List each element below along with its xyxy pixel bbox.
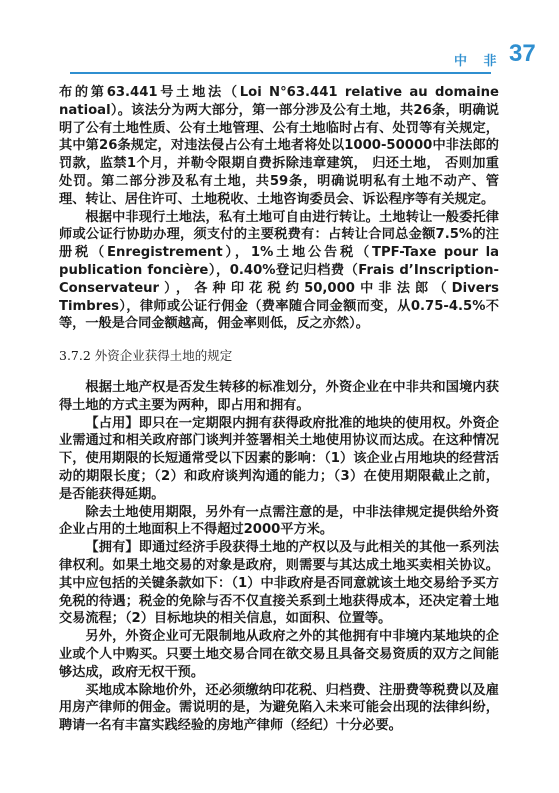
header-rule <box>70 72 491 74</box>
paragraph-ownership: 【拥有】即通过经济手段获得土地的产权以及与此相关的其他一系列法律权利。如果土地交易的对象是政府，则需要与其达成土地买卖相关协议。其中应包括的关键条款如下：（1）中非政府是否同意就该土地交易给予买方免税的待遇；税金的免除与否不仅直接关系到土地获得成本，还决定着土地交易流程；（2）目标地块的相关信息，如面积、位置等。 <box>59 540 499 627</box>
section-heading-3-7-2: 3.7.2 外资企业获得土地的规定 <box>59 348 233 364</box>
section-title: 中 非 <box>454 54 503 69</box>
paragraph-land-acquisition: 根据土地产权是否发生转移的标准划分，外资企业在中非共和国境内获得土地的方式主要为两种，即占用和拥有。 <box>59 379 499 413</box>
page-number: 37 <box>509 40 536 67</box>
paragraph-land-transfer: 根据中非现行土地法，私有土地可自由进行转让。土地转让一般委托律师或公证行协助办理，须支付的主要税费有：占转让合同总金额7.5%的注册税（Enregistrement），1%土地公告税（TPF-Taxe pour la publication foncière），0.40%登记归档费（Frais d’Inscription- Conservateur），各种印花税约50,000中非法郎（Divers Timbres），律师或公证行佣金（费率随合同金额而变，从0.75-4.5%不等，一般是合同金额越高，佣金率则低，反之亦然）。 <box>59 209 499 332</box>
paragraph-private-purchase: 另外，外资企业可无限制地从政府之外的其他拥有中非境内某地块的企业或个人中购买。只要土地交易合同在欲交易且具备交易资质的双方之间能够达成，政府无权干预。 <box>59 629 499 680</box>
page-body <box>59 84 499 735</box>
page-header <box>0 40 559 86</box>
paragraph-land-law: 布的第63.441号土地法（Loi N°63.441 relative au domaine natioal）。该法分为两大部分，第一部分涉及公有土地，共26条，明确说明了公有土地性质、公有土地管理、公有土地临时占有、处罚等有关规定， 其中第26条规定，对违法侵占公有土地者将处以1000-50000中非法郎的罚款，监禁1个月，并勒令限期自费拆除违章建筑， 归还土地， 否则加重处罚。第二部分涉及私有土地，共59条，明确说明私有土地不动产、管理、转让、居住许可、土地税收、土地咨询委员会、诉讼程序等有关规定。 <box>59 85 499 207</box>
paragraph-area-limit: 除去土地使用期限，另外有一点需注意的是，中非法律规定提供给外资企业占用的土地面积上不得超过2000平方米。 <box>59 504 499 538</box>
paragraph-occupation: 【占用】即只在一定期限内拥有获得政府批准的地块的使用权。外资企业需通过和相关政府部门谈判并签署相关土地使用协议而达成。在这种情况下，使用期限的长短通常受以下因素的影响：（1）该企业占用地块的经营活动的期限长度；（2）和政府谈判沟通的能力；（3）在使用期限截止之前，是否能获得延期。 <box>59 415 499 502</box>
paragraph-purchase-costs: 买地成本除地价外，还必须缴纳印花税、归档费、注册费等税费以及雇用房产律师的佣金。需说明的是，为避免陷入未来可能会出现的法律纠纷，聘请一名有丰富实践经验的房地产律师（经纪）十分必要。 <box>59 682 499 734</box>
